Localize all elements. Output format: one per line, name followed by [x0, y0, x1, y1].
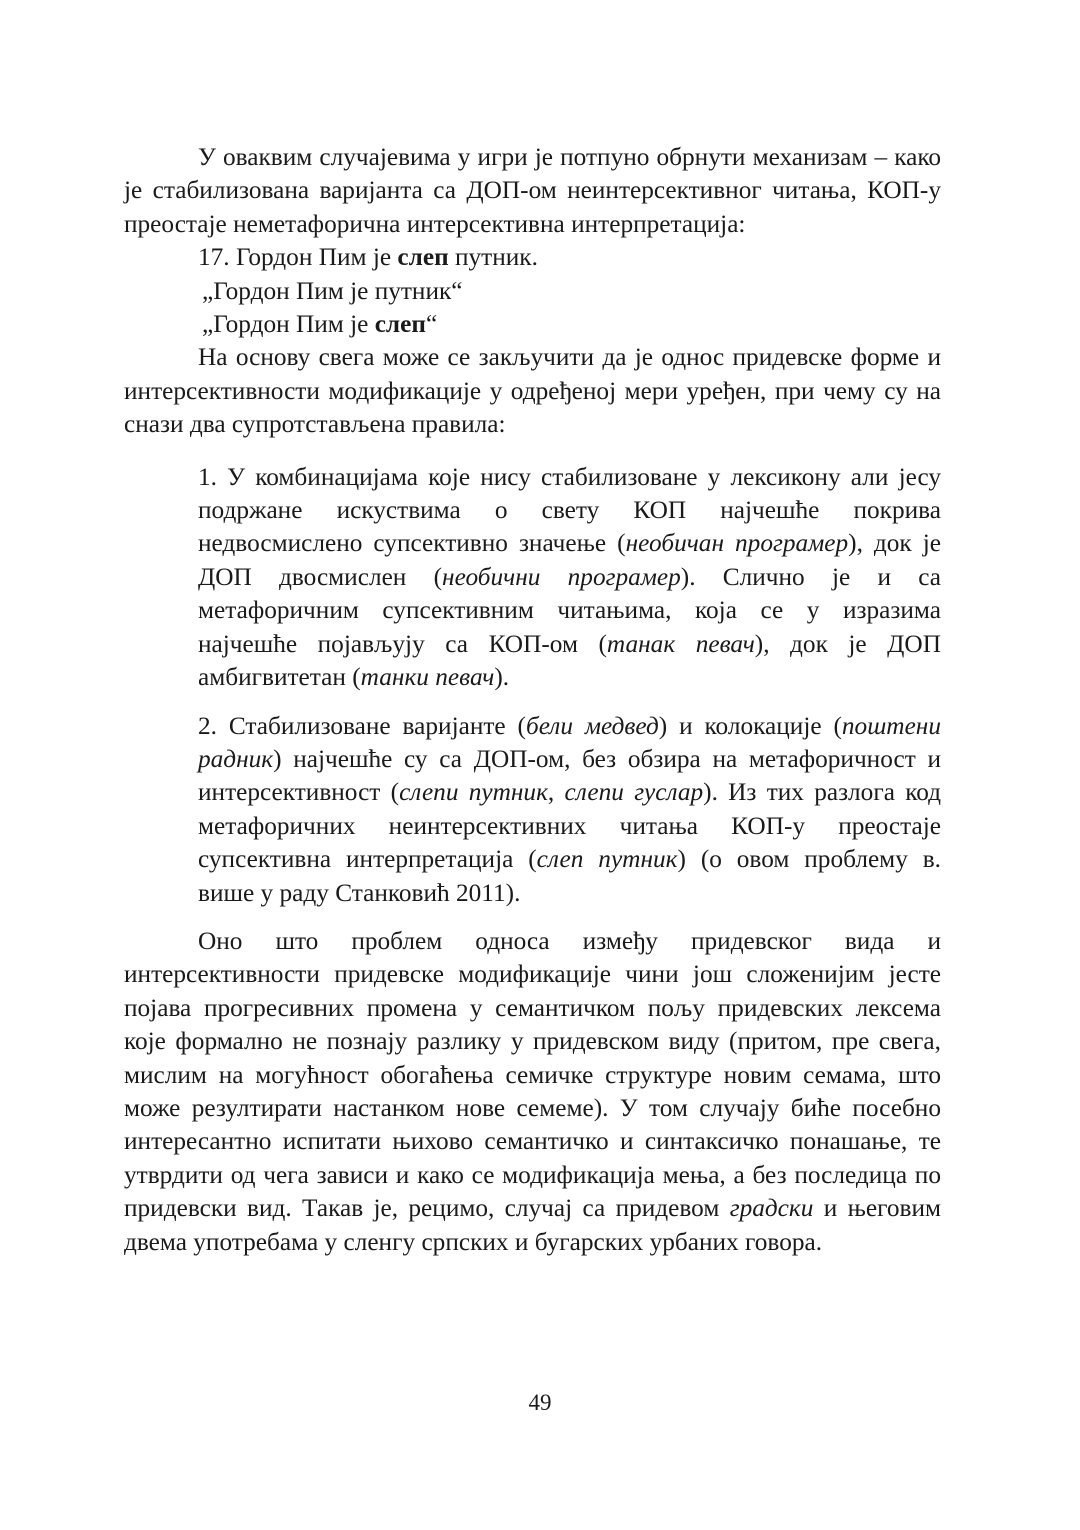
rule-2-text: ) и колокације ( [658, 711, 842, 740]
rule-2-italic: поштени радник [198, 711, 941, 773]
rule-2-italic: слеп путник [536, 845, 678, 874]
rule-2-text: 2. Стабилизоване варијанте ( [198, 711, 526, 740]
paragraph-intro-text: У оваквим случајевима у игри је потпуно обрнути механизам – како је стабилизована варијанта са ДОП-ом неинтерсективног читања, КОП-у преостаје неметафорична интерсективна интерпретација: [124, 143, 941, 238]
example-gloss-2 [124, 308, 941, 341]
page-number: 49 [528, 1390, 552, 1415]
example-gloss-1 [124, 275, 941, 308]
rule-2-text: ). Из тих разлога код метафоричних неинтерсективних читања КОП-у преостаје супсективна интерпретација ( [198, 778, 941, 874]
gloss-2-text: „Гордон Пим је [202, 310, 375, 339]
rule-1-text: ). [494, 663, 510, 692]
rule-2-text: ) (о овом проблему в. више у раду Станковић 2011). [198, 845, 941, 907]
rule-2 [198, 710, 941, 910]
rule-2-text: ) најчешће су са ДОП-ом, без обзира на метафоричност и интерсективност ( [198, 744, 941, 807]
paragraph-conclusion-text: На основу свега може се закључити да је однос придевске форме и интерсективности модификације у одређеној мери уређен, при чему су на снази два супротстављена правила: [124, 343, 941, 439]
example-text-end: путник. [448, 243, 538, 272]
rule-2-italic: слепи гуслар [564, 778, 704, 807]
rule-2-text: , [547, 778, 565, 807]
rule-1-text: ), док је ДОП двосмислен ( [198, 529, 941, 591]
rule-1-text: ). Слично је и са метафоричним супсективним читањима, која се у изразима најчешће појављују са КОП-ом ( [198, 562, 941, 658]
gloss-2-quote: “ [425, 310, 438, 339]
example-17 [124, 241, 941, 274]
body-text [124, 141, 941, 1259]
rule-1-italic: необични програмер [442, 562, 681, 591]
paragraph-intro [124, 141, 941, 241]
gloss-2-bold-word: слеп [374, 310, 426, 339]
paragraph-final-text: Оно што проблем односа између придевског вида и интерсективности придевске модификације чини још сложенијим јесте појава прогресивних промена у семантичком пољу придевских лексема које формално не познају разлику у придевском виду (притом, пре свега, мислим на могућност обогаћења семичке структуре новим семама, што може резултирати настанком нове семеме). У том случају биће посебно интересантно испитати њихово семантичко и синтаксичко понашање, те утврдити од чега зависи и како се модификација мења, а без последица по придевски вид. Такав је, рецимо, случај са придевом [124, 926, 941, 1223]
example-text: 17. Гордон Пим је [198, 243, 398, 272]
rule-1-italic: необичан програмер [625, 529, 849, 558]
rule-1-italic: танки певач [360, 663, 495, 692]
paragraph-conclusion [124, 341, 941, 441]
gloss-1-text: „Гордон Пим је путник“ [202, 276, 463, 305]
rule-1 [198, 461, 941, 695]
rule-1-text: ), док је ДОП амбигвитетан ( [198, 629, 941, 692]
paragraph-final [124, 925, 941, 1259]
example-bold-word: слеп [397, 243, 449, 272]
rule-2-italic: слепи путник [399, 778, 548, 807]
rule-1-text: 1. У комбинацијама које нису стабилизоване у лексикону али јесу подржане искуствима о свету КОП најчешће покрива недвосмислено супсективно значење ( [198, 462, 941, 558]
rule-2-italic: бели медвед [525, 711, 659, 740]
paragraph-final-text: и његовим двема употребама у сленгу српских и бугарских урбаних говора. [124, 1194, 942, 1256]
paragraph-final-italic: градски [729, 1194, 814, 1223]
rule-1-italic: танак певач [606, 629, 755, 658]
